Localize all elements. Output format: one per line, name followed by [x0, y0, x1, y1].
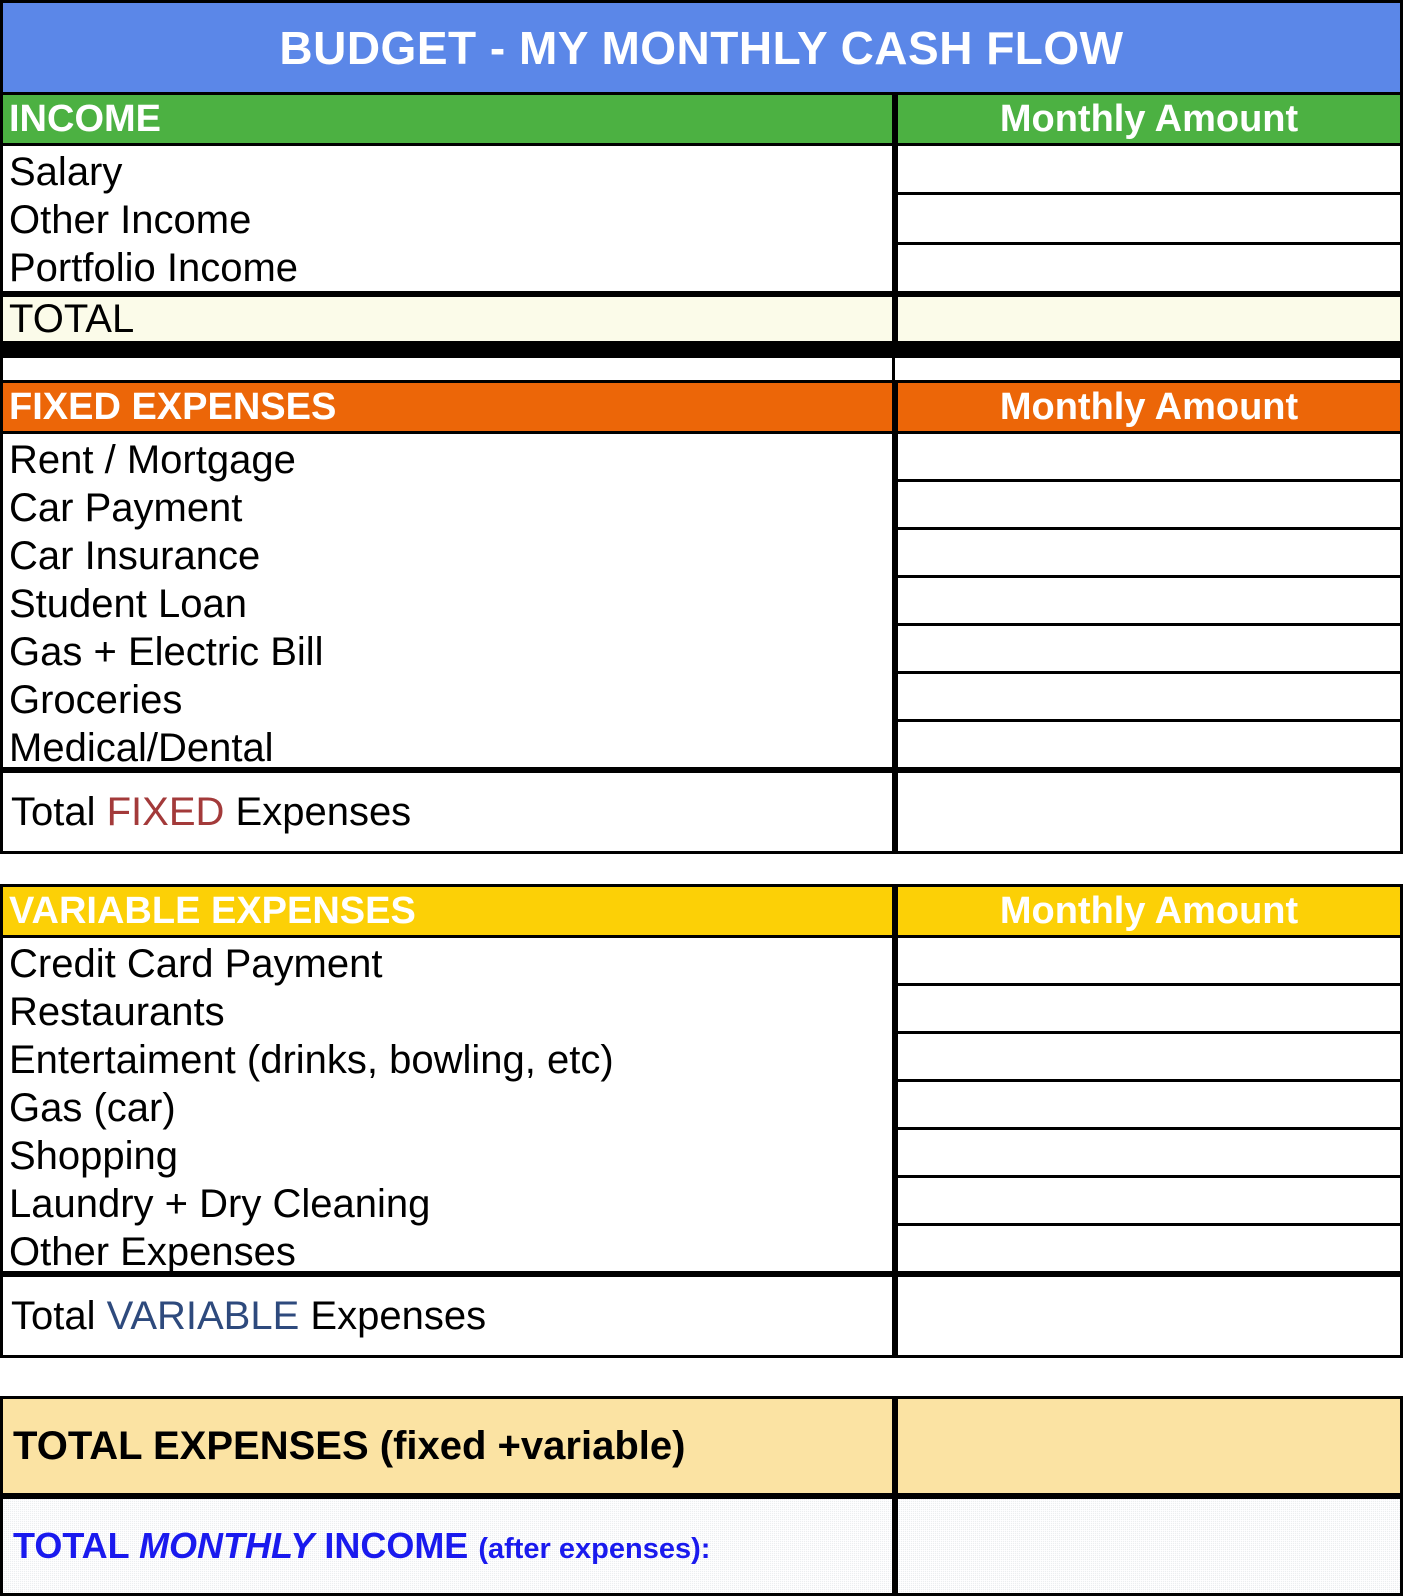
net-monthly-income-amount-cell[interactable]: [895, 1496, 1403, 1596]
variable-expenses-labels-column: [0, 938, 895, 1274]
total-fixed-expenses-row: [0, 770, 1403, 854]
fixed-expenses-labels-column: [0, 434, 895, 770]
amount-input-student-loan[interactable]: [895, 575, 1400, 623]
amount-input-medical-dental[interactable]: [895, 719, 1400, 767]
amount-input-gas-electric-bill[interactable]: [895, 623, 1400, 671]
list-item: Gas (car): [9, 1086, 176, 1130]
amount-input-other-expenses[interactable]: [895, 1223, 1400, 1271]
variable-expenses-header-label: VARIABLE EXPENSES: [9, 890, 416, 932]
income-rows-block: [0, 146, 1403, 294]
total-variable-expenses-row: [0, 1274, 1403, 1358]
amount-input-rent-mortgage[interactable]: [895, 434, 1400, 479]
income-labels-column: [0, 146, 895, 294]
income-amounts-column: [895, 146, 1403, 294]
amount-input-groceries[interactable]: [895, 671, 1400, 719]
variable-expenses-amounts-column: [895, 938, 1403, 1274]
amount-input-restaurants[interactable]: [895, 983, 1400, 1031]
fixed-expenses-header-cell: [0, 380, 895, 434]
variable-expenses-header-cell: [0, 884, 895, 938]
worksheet-title-banner: [0, 0, 1403, 92]
variable-expenses-amount-header-cell: [895, 884, 1403, 938]
income-section-header: [0, 92, 1403, 146]
section-separator-bar: [0, 344, 1403, 358]
amount-input-gas-car[interactable]: [895, 1079, 1400, 1127]
amount-input-other-income[interactable]: [895, 192, 1400, 241]
total-variable-expenses-label-cell: [0, 1274, 895, 1358]
list-item: Restaurants: [9, 990, 225, 1034]
income-total-row: [0, 294, 1403, 344]
total-expenses-label: TOTAL EXPENSES (fixed +variable): [13, 1424, 686, 1468]
variable-expenses-rows-block: [0, 938, 1403, 1274]
list-item: Student Loan: [9, 582, 247, 626]
total-variable-expenses-amount-cell[interactable]: [895, 1274, 1403, 1358]
list-item: Shopping: [9, 1134, 179, 1178]
fixed-expenses-amount-header-label: Monthly Amount: [999, 386, 1299, 428]
page-title: BUDGET - MY MONTHLY CASH FLOW: [279, 21, 1124, 74]
amount-input-car-payment[interactable]: [895, 479, 1400, 527]
total-fixed-expenses-label: Total FIXED Expenses: [11, 790, 412, 834]
income-header-cell: [0, 92, 895, 146]
income-header-label: INCOME: [9, 98, 161, 140]
list-item: Rent / Mortgage: [9, 438, 296, 482]
list-item: Entertaiment (drinks, bowling, etc): [9, 1038, 614, 1082]
spacer-row-after-income: [0, 358, 1403, 380]
variable-expenses-section-header: [0, 884, 1403, 938]
total-expenses-row: [0, 1396, 1403, 1496]
fixed-expenses-amounts-column: [895, 434, 1403, 770]
total-expenses-label-cell: [0, 1396, 895, 1496]
fixed-expenses-amount-header-cell: [895, 380, 1403, 434]
list-item: Other Income: [9, 198, 252, 242]
spacer-right: [895, 358, 1400, 380]
net-monthly-income-label: TOTAL MONTHLY INCOME (after expenses):: [13, 1525, 711, 1566]
amount-input-entertainment[interactable]: [895, 1031, 1400, 1079]
amount-input-shopping[interactable]: [895, 1127, 1400, 1175]
fixed-expenses-header-label: FIXED EXPENSES: [9, 386, 337, 428]
net-monthly-income-row: [0, 1496, 1403, 1596]
income-total-label-cell: [0, 294, 895, 344]
fixed-expenses-rows-block: [0, 434, 1403, 770]
amount-input-laundry-dry-cleaning[interactable]: [895, 1175, 1400, 1223]
amount-input-credit-card-payment[interactable]: [895, 938, 1400, 983]
amount-input-car-insurance[interactable]: [895, 527, 1400, 575]
total-fixed-expenses-label-cell: [0, 770, 895, 854]
total-expenses-amount-cell[interactable]: [895, 1396, 1403, 1496]
spacer-row-before-grand-totals: [0, 1358, 1403, 1396]
net-monthly-income-label-cell: [0, 1496, 895, 1596]
list-item: Car Insurance: [9, 534, 261, 578]
income-amount-header-cell: [895, 92, 1403, 146]
list-item: Medical/Dental: [9, 726, 274, 770]
after-expenses-note: (after expenses):: [478, 1533, 711, 1565]
spacer-left: [3, 358, 895, 380]
income-total-label: TOTAL: [9, 297, 135, 341]
variable-expenses-amount-header-label: Monthly Amount: [999, 890, 1299, 932]
spacer-row-after-fixed: [0, 854, 1403, 884]
list-item: Laundry + Dry Cleaning: [9, 1182, 431, 1226]
income-total-amount-cell[interactable]: [895, 294, 1403, 344]
list-item: Groceries: [9, 678, 183, 722]
list-item: Salary: [9, 150, 123, 194]
list-item: Portfolio Income: [9, 246, 299, 290]
list-item: Credit Card Payment: [9, 942, 383, 986]
fixed-expenses-section-header: [0, 380, 1403, 434]
total-fixed-expenses-amount-cell[interactable]: [895, 770, 1403, 854]
list-item: Gas + Electric Bill: [9, 630, 324, 674]
variable-keyword: VARIABLE: [106, 1294, 300, 1338]
amount-input-portfolio-income[interactable]: [895, 242, 1400, 291]
list-item: Car Payment: [9, 486, 243, 530]
total-variable-expenses-label: Total VARIABLE Expenses: [11, 1294, 487, 1338]
list-item: Other Expenses: [9, 1230, 296, 1274]
income-amount-header-label: Monthly Amount: [999, 98, 1299, 140]
fixed-keyword: FIXED: [106, 790, 225, 834]
amount-input-salary[interactable]: [895, 146, 1400, 192]
monthly-italic-word: MONTHLY: [139, 1525, 315, 1566]
